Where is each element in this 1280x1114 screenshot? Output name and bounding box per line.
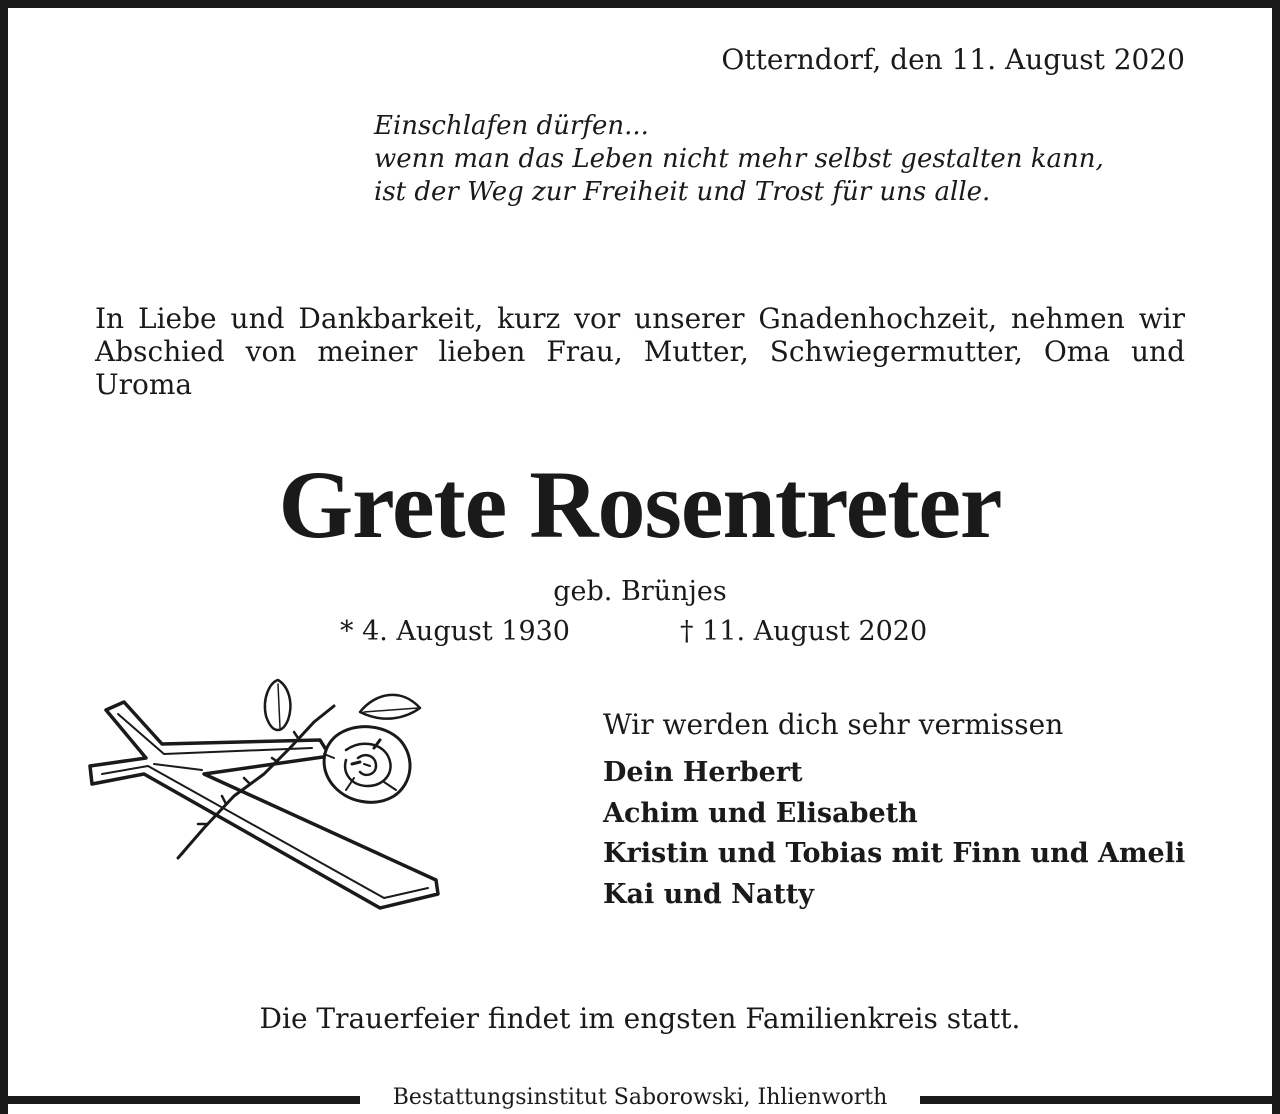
poem-line: Einschlafen dürfen...: [374, 111, 649, 141]
service-note: Die Trauerfeier findet im engsten Familienkreis statt.: [259, 1002, 1021, 1035]
mourner-name: Achim und Elisabeth: [603, 797, 918, 829]
mourner-name: Kai und Natty: [603, 878, 814, 910]
birth-name: geb. Brünjes: [553, 576, 727, 607]
birth-date: * 4. August 1930: [340, 616, 570, 647]
death-date: † 11. August 2020: [680, 616, 928, 647]
deceased-name: Grete Rosentreter: [278, 451, 1002, 558]
mourner-list: [603, 753, 1185, 915]
cross-with-rose-icon: [84, 678, 446, 914]
funeral-home: Bestattungsinstitut Saborowski, Ihlienworth: [392, 1085, 888, 1110]
intro-text: In Liebe und Dankbarkeit, kurz vor unserer Gnadenhochzeit, nehmen wir Abschied von meiner lieben Frau, Mutter, Schwiegermutter, Oma und Uroma: [95, 302, 1185, 401]
poem: [374, 110, 1186, 209]
mourner-name: Kristin und Tobias mit Finn und Ameli: [603, 838, 1186, 869]
poem-line: wenn man das Leben nicht mehr selbst gestalten kann,: [374, 144, 1104, 174]
signoff-text: Wir werden dich sehr vermissen: [603, 708, 1064, 741]
footer-rule-left: [0, 1096, 360, 1104]
poem-line: ist der Weg zur Freiheit und Trost für uns alle.: [374, 177, 991, 207]
mourner-name: Dein Herbert: [603, 757, 803, 788]
footer-rule-right: [920, 1096, 1280, 1104]
place-date: Otterndorf, den 11. August 2020: [721, 43, 1185, 76]
